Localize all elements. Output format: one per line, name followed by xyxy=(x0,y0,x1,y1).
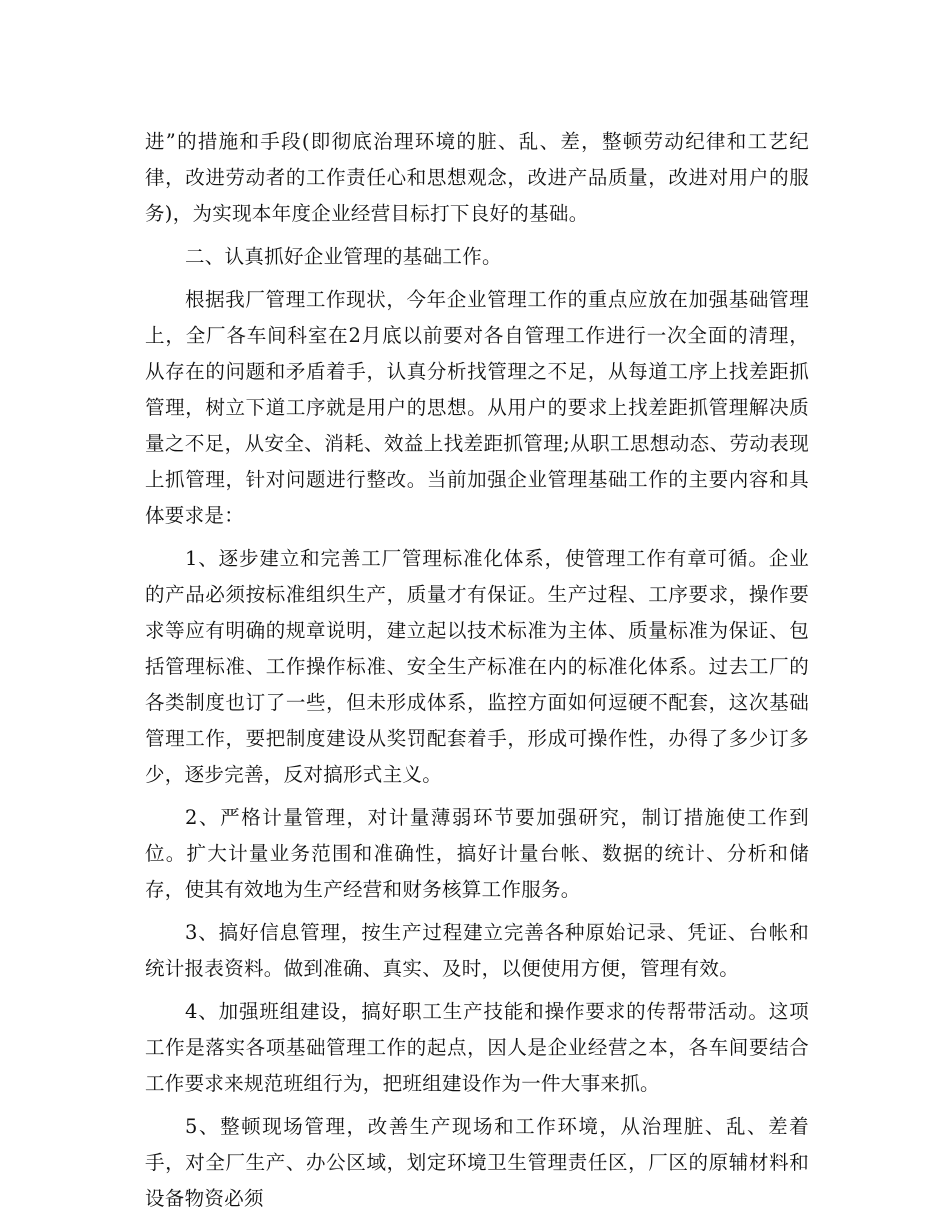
list-item-2: 2、严格计量管理，对计量薄弱环节要加强研究，制订措施使工作到位。扩大计量业务范围和准确性，搞好计量台帐、数据的统计、分析和储存，使其有效地为生产经营和财务核算工作服务。 xyxy=(145,806,809,901)
section-heading: 二、认真抓好企业管理的基础工作。 xyxy=(185,245,502,268)
list-item-3: 3、搞好信息管理，按生产过程建立完善各种原始记录、凭证、台帐和统计报表资料。做到准确、真实、及时，以便使用方便，管理有效。 xyxy=(145,921,809,980)
paragraph: 根据我厂管理工作现状，今年企业管理工作的重点应放在加强基础管理上，全厂各车间科室在2月底以前要对各自管理工作进行一次全面的清理，从存在的问题和矛盾着手，认真分析找管理之不足，从每道工序上找差距抓管理，树立下道工序就是用户的思想。从用户的要求上找差距抓管理解决质量之不足，从安全、消耗、效益上找差距抓管理;从职工思想动态、劳动表现上抓管理，针对问题进行整改。当前加强企业管理基础工作的主要内容和具体要求是： xyxy=(145,288,809,527)
paragraph-continuation: 进”的措施和手段(即彻底治理环境的脏、乱、差，整顿劳动纪律和工艺纪律，改进劳动者的工作责任心和思想观念，改进产品质量，改进对用户的服务)，为实现本年度企业经营目标打下良好的基础。 xyxy=(145,130,809,225)
list-item-4: 4、加强班组建设，搞好职工生产技能和操作要求的传帮带活动。这项工作是落实各项基础管理工作的起点，因人是企业经营之本，各车间要结合工作要求来规范班组行为，把班组建设作为一件大事来抓。 xyxy=(145,1000,809,1095)
list-item-5: 5、整顿现场管理，改善生产现场和工作环境，从治理脏、乱、差着手，对全厂生产、办公区域，划定环境卫生管理责任区，厂区的原辅材料和设备物资必须 xyxy=(145,1115,809,1210)
list-item-1: 1、逐步建立和完善工厂管理标准化体系，使管理工作有章可循。企业的产品必须按标准组织生产，质量才有保证。生产过程、工序要求，操作要求等应有明确的规章说明，建立起以技术标准为主体、质量标准为保证、包括管理标准、工作操作标准、安全生产标准在内的标准化体系。过去工厂的各类制度也订了一些，但未形成体系，监控方面如何逗硬不配套，这次基础管理工作，要把制度建设从奖罚配套着手，形成可操作性，办得了多少订多少，逐步完善，反对搞形式主义。 xyxy=(145,547,809,786)
document-body xyxy=(145,124,809,1224)
